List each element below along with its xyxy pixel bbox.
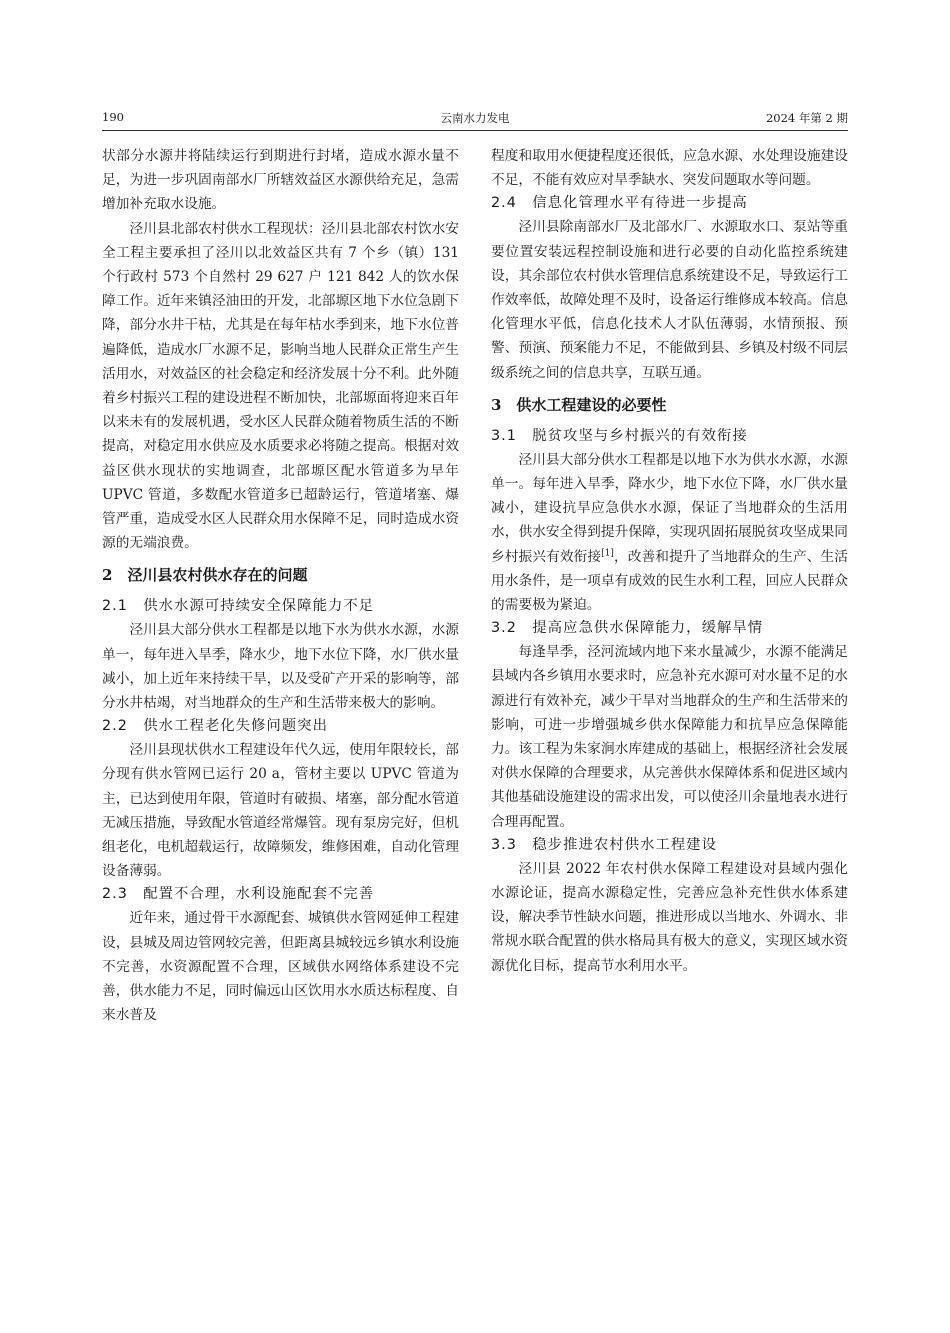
section-2-heading: 2 泾川县农村供水存在的问题 [102, 566, 308, 585]
section-2-1-heading: 2.1 供水水源可持续安全保障能力不足 [102, 598, 375, 615]
paragraph-2-3: 近年来，通过骨干水源配套、城镇供水管网延伸工程建设，县城及周边管网较完善，但距离县城较远乡镇水利设施不完善，水资源配置不合理，区域供水网络体系建设不完善，供水能力不足，同时偏远山区饮用水水质达标程度、自来水普及 [102, 910, 459, 1024]
left-column [102, 144, 459, 1028]
paragraph-continued-right: 程度和取用水便捷程度还很低，应急水源、水处理设施建设不足，不能有效应对旱季缺水、突发问题取水等问题。 [491, 148, 848, 189]
paragraph-3-2: 每逢旱季，泾河流域内地下来水量减少，水源不能满足县域内各乡镇用水要求时，应急补充水源可对水量不足的水源进行有效补充，减少干旱对当地群众的生产和生活带来的影响，可进一步增强城乡供水保障能力和抗旱应急保障能力。该工程为朱家涧水库建成的基础上，根据经济社会发展对供水保障的合理要求，从完善供水保障体系和促进区域内其他基础设施建设的需求出发，可以使泾川余量地表水进行合理再配置。 [491, 644, 848, 830]
section-2-2-heading: 2.2 供水工程老化失修问题突出 [102, 718, 328, 735]
paragraph-2-4: 泾川县除南部水厂及北部水厂、水源取水口、泵站等重要位置安装远程控制设施和进行必要的自动化监控系统建设，其余部位农村供水管理信息系统建设不足，导致运行工作效率低，故障处理不及时，设备运行维修成本较高。信息化管理水平低，信息化技术人才队伍薄弱，水情预报、预警、预演、预案能力不足，不能做到县、乡镇及村级不同层级系统之间的信息共享，互联互通。 [491, 219, 848, 381]
journal-title: 云南水力发电 [440, 111, 510, 125]
right-column [491, 144, 848, 978]
paragraph-3-1 [491, 448, 848, 617]
issue-label: 2024 年第 2 期 [765, 111, 848, 125]
paragraph-2-1: 泾川县大部分供水工程都是以地下水为供水水源，水源单一，每年进入旱季，降水少，地下水位下降，水厂供水量减小，加上近年来持续干旱，以及受矿产开采的影响等，部分水井枯竭，对当地群众的生产和生活带来极大的影响。 [102, 622, 459, 712]
section-3-3-heading: 3.3 稳步推进农村供水工程建设 [491, 836, 717, 853]
paragraph-north-status: 泾川县北部农村供水工程现状：泾川县北部农村饮水安全工程主要承担了泾川以北效益区共有 7 个乡（镇）131 个行政村 573 个自然村 29 627 户 121 842 人的饮水保障工作。近年来镇泾油田的开发，北部塬区地下水位急剧下降，部分水井干枯，尤其是在每年枯水季到来，地下水位普遍降低，造成水厂水源不足，影响当地人民群众正常生产生活用水，对效益区的社会稳定和经济发展十分不利。此外随着乡村振兴工程的建设进程不断加快，北部塬面将迎来百年以来未有的发展机遇，受水区人民群众随着物质生活的不断提高，对稳定用水供应及水质要求必将随之提高。根据对效益区供水现状的实地调查，北部塬区配水管道多为早年 UPVC 管道，多数配水管道多已超龄运行，管道堵塞、爆管严重，造成受水区人民群众用水保障不足，同时造成水资源的无端浪费。 [102, 220, 459, 552]
section-3-heading: 3 供水工程建设的必要性 [491, 395, 667, 414]
paragraph-3-1-text-b: ，改善和提升了当地群众的生产、生活用水条件，是一项卓有成效的民生水利工程，回应人民群众的需要极为紧迫。 [491, 548, 848, 614]
paragraph-3-1-text-a: 泾川县大部分供水工程都是以地下水为供水水源，水源单一。每年进入旱季，降水少，地下水位下降，水厂供水量减小，建设抗旱应急供水水源，保证了当地群众的生活用水，供水安全得到提升保障，实现巩固拓展脱贫攻坚成果同乡村振兴有效衔接 [491, 451, 848, 565]
citation-ref-1: [1] [601, 548, 614, 559]
page-number: 190 [102, 110, 124, 124]
section-2-3-heading: 2.3 配置不合理，水利设施配套不完善 [102, 886, 375, 903]
paragraph-3-3: 泾川县 2022 年农村供水保障工程建设对县域内强化水源论证，提高水源稳定性，完善应急补充性供水体系建设，解决季节性缺水问题，推进形成以当地水、外调水、非常规水联合配置的供水格局具有极大的意义，实现区域水资源优化目标，提高节水利用水平。 [491, 860, 848, 974]
section-3-2-heading: 3.2 提高应急供水保障能力，缓解旱情 [491, 620, 764, 637]
header-rule [102, 130, 848, 131]
page-header [102, 110, 848, 132]
section-3-1-heading: 3.1 脱贫攻坚与乡村振兴的有效衔接 [491, 427, 748, 444]
paragraph-2-2: 泾川县现状供水工程建设年代久远，使用年限较长，部分现有供水管网已运行 20 a，管材主要以 UPVC 管道为主，已达到使用年限，管道时有破损、堵塞，部分配水管道无减压措施，导致配水管道经常爆管。现有泵房完好，但机组老化，电机超载运行，故障频发，维修困难，自动化管理设备薄弱。 [102, 742, 459, 880]
paragraph-continued: 状部分水源井将陆续运行到期进行封堵，造成水源水量不足，为进一步巩固南部水厂所辖效益区水源供给充足，急需增加补充取水设施。 [102, 148, 459, 213]
section-2-4-heading: 2.4 信息化管理水平有待进一步提高 [491, 195, 748, 212]
